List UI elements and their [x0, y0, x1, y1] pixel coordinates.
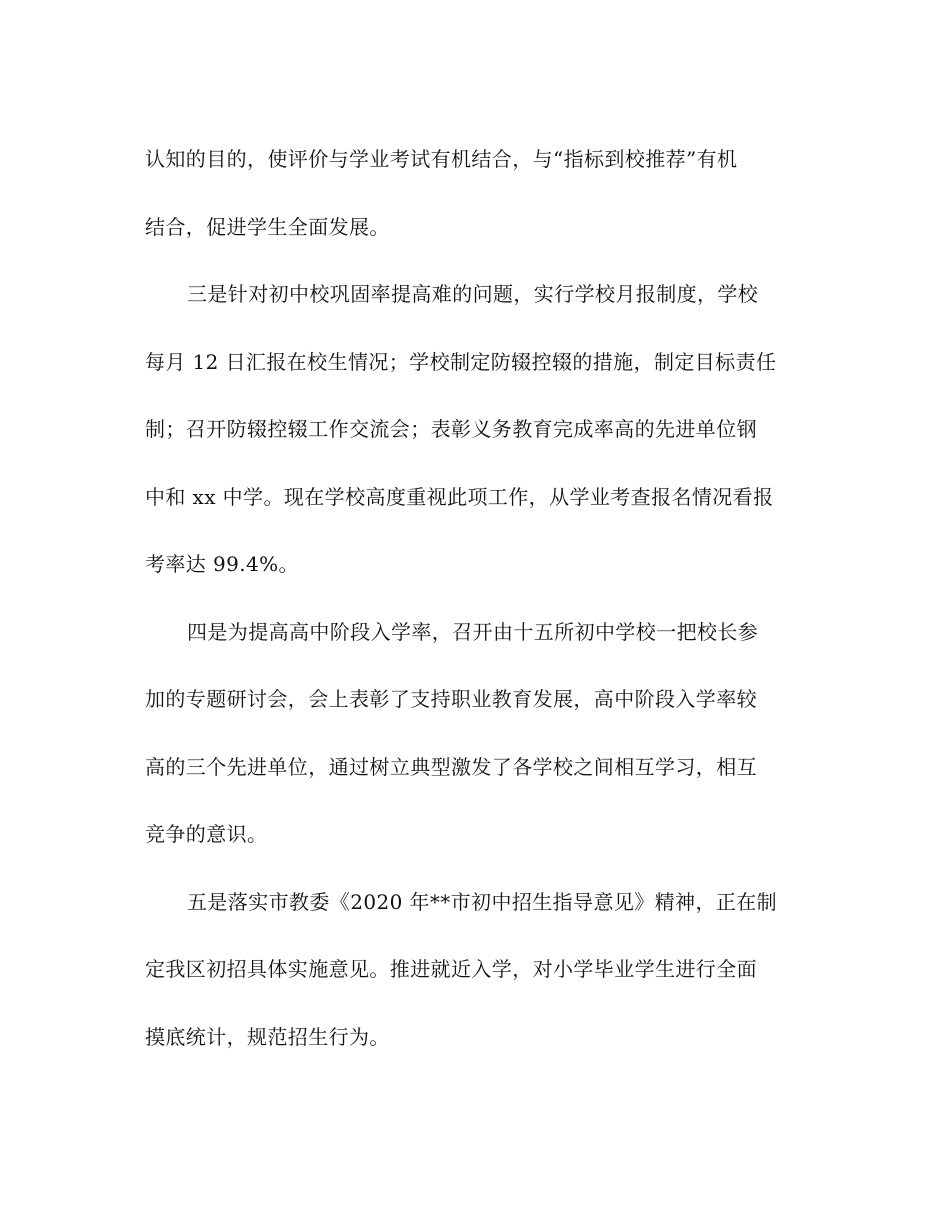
text-line: 定我区初招具体实施意见。推进就近入学，对小学毕业学生进行全面 [145, 957, 757, 981]
text-line: 每月 12 日汇报在校生情况；学校制定防辍控辍的措施，制定目标责任 [145, 349, 777, 374]
text-line: 考率达 99.4%。 [145, 552, 299, 576]
text-line: 加的专题研讨会，会上表彰了支持职业教育发展，高中阶段入学率较 [145, 687, 757, 711]
paragraph-start-line: 五是落实市教委《2020 年**市初中招生指导意见》精神，正在制 [187, 889, 778, 914]
document-body [145, 138, 810, 1083]
text-line: 竞争的意识。 [145, 822, 268, 846]
text-line: 认知的目的，使评价与学业考试有机结合，与“指标到校推荐”有机 [145, 147, 738, 171]
text-line: 制；召开防辍控辍工作交流会；表彰义务教育完成率高的先进单位钢 [145, 417, 757, 441]
text-line: 结合，促进学生全面发展。 [145, 214, 390, 239]
text-line: 高的三个先进单位，通过树立典型激发了各学校之间相互学习，相互 [145, 754, 757, 779]
paragraph-start-line: 三是针对初中校巩固率提高难的问题，实行学校月报制度，学校 [187, 282, 759, 306]
text-line: 中和 xx 中学。现在学校高度重视此项工作，从学业考查报名情况看报 [145, 484, 774, 509]
paragraph-start-line: 四是为提高高中阶段入学率，召开由十五所初中学校一把校长参 [187, 619, 759, 644]
text-line: 摸底统计，规范招生行为。 [145, 1024, 390, 1049]
